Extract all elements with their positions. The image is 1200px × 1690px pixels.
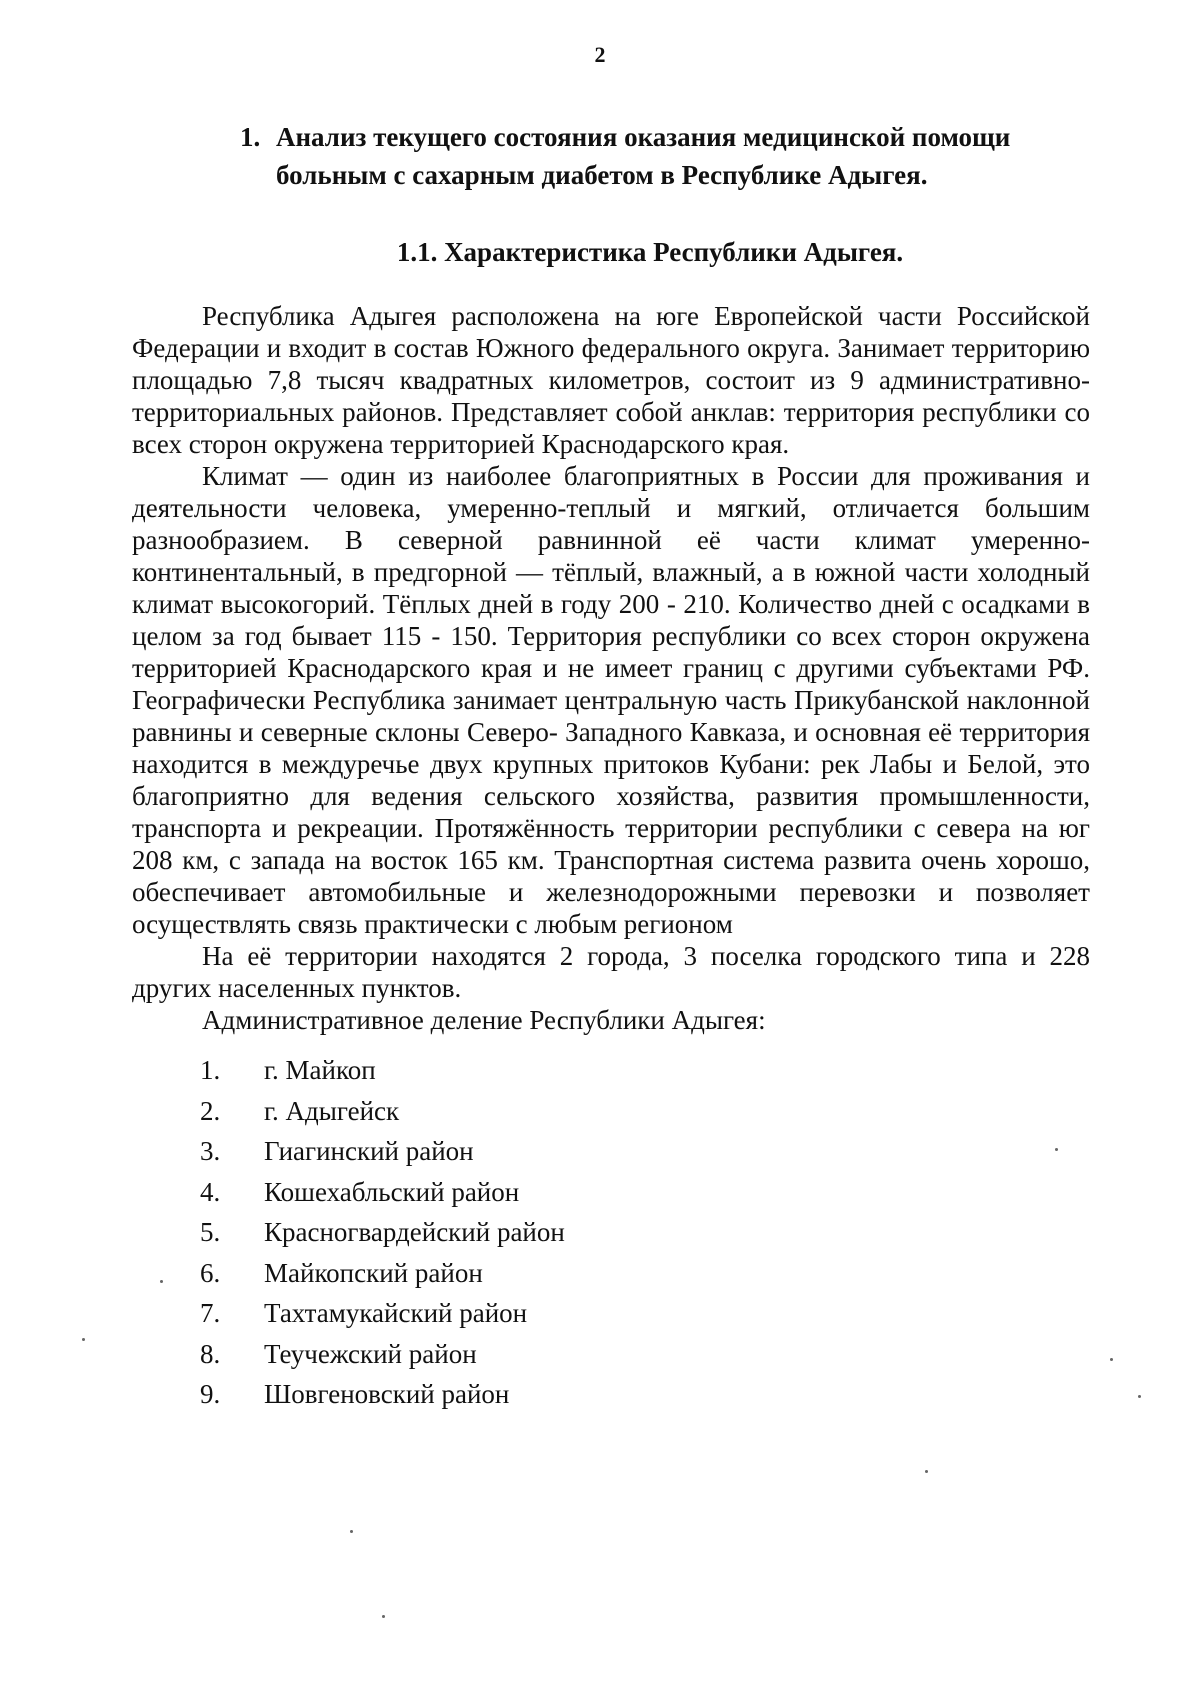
list-item-number: 3. (200, 1136, 221, 1166)
list-item-name: г. Адыгейск (264, 1095, 400, 1126)
list-item-number: 8. (200, 1338, 221, 1369)
list-item-name: г. Майкоп (264, 1055, 376, 1085)
admin-division-list (200, 1050, 565, 1415)
list-item (200, 1253, 565, 1294)
section-heading (240, 118, 1080, 194)
scan-speck (1055, 1148, 1058, 1151)
list-item-name: Майкопский район (264, 1257, 483, 1288)
scan-speck (1138, 1395, 1141, 1398)
scan-speck (350, 1530, 353, 1533)
section-title-line2: больным с сахарным диабетом в Республике Адыгея. (276, 160, 928, 190)
list-item-number: 2. (200, 1095, 221, 1126)
paragraph-admin-intro: Административное деление Республики Адыгея: (202, 1005, 766, 1035)
list-item-name: Гиагинский район (264, 1136, 474, 1166)
section-title-line1: Анализ текущего состояния оказания медицинской помощи (276, 122, 1011, 152)
scan-speck (82, 1338, 85, 1341)
section-number: 1. (240, 122, 261, 152)
list-item (200, 1293, 565, 1334)
list-item (200, 1172, 565, 1213)
list-item-number: 1. (200, 1055, 221, 1085)
list-item-number: 6. (200, 1257, 221, 1288)
scan-speck (160, 1280, 163, 1283)
list-item-number: 7. (200, 1298, 221, 1328)
paragraph-location: Республика Адыгея расположена на юге Европейской части Российской Федерации и входит в состав Южного федерального округа. Занимает территорию площадью 7,8 тысяч квадратных километров, состоит из 9 административно-территориальных районов. Представляет собой анклав: территория республики со всех сторон окружена территорией Краснодарского края. (132, 301, 1090, 459)
list-item-name: Шовгеновский район (264, 1379, 510, 1409)
paragraph-settlements: На её территории находятся 2 города, 3 поселка городского типа и 228 других населенных пунктов. (132, 941, 1090, 1003)
list-item-name: Тахтамукайский район (264, 1298, 528, 1328)
list-item (200, 1131, 565, 1172)
scan-speck (925, 1470, 928, 1473)
body-text (132, 300, 1090, 1036)
list-item-name: Красногвардейский район (264, 1217, 565, 1247)
list-item (200, 1091, 565, 1132)
list-item (200, 1050, 565, 1091)
list-item-name: Теучежский район (264, 1338, 477, 1369)
list-item (200, 1374, 565, 1415)
list-item (200, 1334, 565, 1375)
paragraph-climate: Климат — один из наиболее благоприятных в России для проживания и деятельности человека, умеренно-теплый и мягкий, отличается большим разнообразием. В северной равнинной её части климат умеренно- континентальный, в предгорной — тёплый, влажный, а в южной части холодный климат высокогорий. Тёплых дней в году 200 - 210. Количество дней с осадками в целом за год бывает 115 - 150. Территория республики со всех сторон окружена территорией Краснодарского края и не имеет границ с другими субъектами РФ. Географически Республика занимает центральную часть Прикубанской наклонной равнины и северные склоны Северо- Западного Кавказа, и основная её территория находится в междуречье двух крупных притоков Кубани: рек Лабы и Белой, это благоприятно для ведения сельского хозяйства, развития промышленности, транспорта и рекреации. Протяжённость территории республики с севера на юг 208 км, с запада на восток 165 км. Транспортная система развита очень хорошо, обеспечивает автомобильные и железнодорожными перевозки и позволяет осуществлять связь практически с любым регионом (132, 461, 1090, 939)
list-item-number: 9. (200, 1379, 221, 1409)
subsection-heading: 1.1. Характеристика Республики Адыгея. (396, 237, 904, 267)
list-item-number: 4. (200, 1176, 221, 1207)
list-item (200, 1212, 565, 1253)
scan-speck (1110, 1358, 1113, 1361)
list-item-name: Кошехабльский район (264, 1176, 520, 1207)
page-number: 2 (594, 42, 606, 67)
list-item-number: 5. (200, 1217, 221, 1247)
scan-speck (382, 1615, 385, 1618)
